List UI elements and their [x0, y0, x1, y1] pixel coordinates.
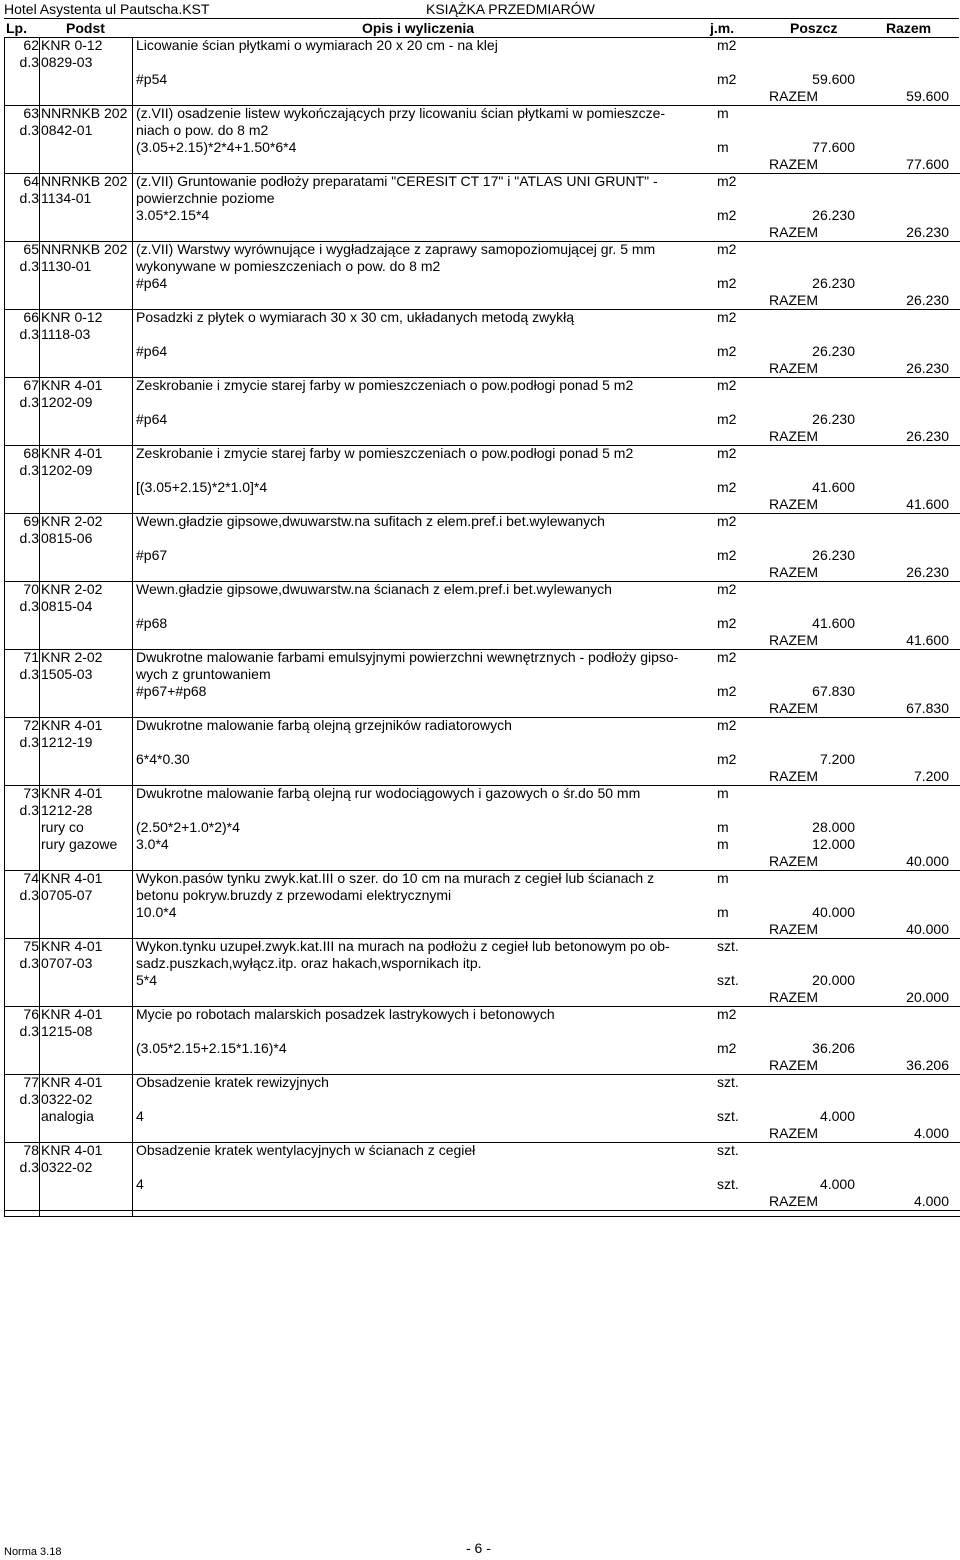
total-quantity: 4.000 [913, 1193, 949, 1209]
description-line: Mycie po robotach malarskich posadzek lastrykowych i betonowych [136, 1006, 555, 1022]
table-row [5, 37, 960, 106]
partial-quantity: 41.600 [812, 479, 855, 495]
project-title: Hotel Asystenta ul Pautscha.KST [4, 1, 210, 17]
unit: szt. [717, 1074, 739, 1090]
description-line: Wewn.gładzie gipsowe,dwuwarstw.na sufitach z elem.pref.i bet.wylewanych [136, 513, 605, 529]
calculation-unit: m2 [717, 207, 737, 223]
basis-code: KNR 4-01 [41, 377, 103, 393]
calculation-expression: 4 [136, 1176, 144, 1192]
partial-quantity: 7.200 [819, 751, 855, 767]
razem-label: RAZEM [769, 1125, 818, 1141]
unit: m2 [717, 37, 737, 53]
unit: m2 [717, 581, 737, 597]
description-line: Wykon.tynku uzupeł.zwyk.kat.III na murach na podłożu z cegieł lub betonowym po ob- [136, 938, 670, 954]
basis-code: NNRNKB 202 [41, 105, 128, 121]
calculation-expression: 6*4*0.30 [136, 751, 190, 767]
razem-label: RAZEM [769, 88, 818, 104]
unit: m [717, 105, 729, 121]
unit: m2 [717, 309, 737, 325]
basis-code: KNR 4-01 [41, 1142, 103, 1158]
table-row [5, 309, 960, 378]
partial-quantity: 26.230 [812, 207, 855, 223]
total-quantity: 7.200 [913, 768, 949, 784]
unit: m2 [717, 377, 737, 393]
item-prefix: d.3 [19, 887, 39, 903]
total-quantity: 26.230 [906, 360, 949, 376]
total-quantity: 59.600 [906, 88, 949, 104]
calculation-expression: #p64 [136, 275, 168, 291]
calculation-expression: #p64 [136, 411, 168, 427]
calculation-unit: m2 [717, 1040, 737, 1056]
total-quantity: 36.206 [906, 1057, 949, 1073]
razem-label: RAZEM [769, 156, 818, 172]
total-quantity: 41.600 [906, 496, 949, 512]
table-row [5, 1142, 960, 1211]
calculation-unit: m2 [717, 751, 737, 767]
calculation-unit: szt. [717, 1108, 739, 1124]
basis-code: 1202-09 [41, 462, 93, 478]
calculation-expression: [(3.05+2.15)*2*1.0]*4 [136, 479, 268, 495]
basis-code: NNRNKB 202 [41, 241, 128, 257]
basis-code: 0322-02 [41, 1159, 93, 1175]
total-quantity: 26.230 [906, 224, 949, 240]
unit: m [717, 785, 729, 801]
item-number: 65 [23, 241, 39, 257]
razem-label: RAZEM [769, 632, 818, 648]
basis-code: KNR 2-02 [41, 513, 103, 529]
description-line: Wewn.gładzie gipsowe,dwuwarstw.na ścianach z elem.pref.i bet.wylewanych [136, 581, 612, 597]
page-number: - 6 - [466, 1540, 491, 1556]
calculation-unit: m2 [717, 275, 737, 291]
unit: m2 [717, 717, 737, 733]
calculation-unit: m2 [717, 547, 737, 563]
item-number: 70 [23, 581, 39, 597]
calculation-unit: szt. [717, 1176, 739, 1192]
calculation-unit: m [717, 836, 729, 852]
item-prefix: d.3 [19, 598, 39, 614]
description-line: betonu pokryw.bruzdy z przewodami elektrycznymi [136, 887, 452, 903]
calculation-expression: 3.05*2.15*4 [136, 207, 210, 223]
calculation-expression: (2.50*2+1.0*2)*4 [136, 819, 240, 835]
unit: m2 [717, 445, 737, 461]
basis-code: KNR 4-01 [41, 938, 103, 954]
total-quantity: 20.000 [906, 989, 949, 1005]
unit: m2 [717, 649, 737, 665]
item-prefix: d.3 [19, 1023, 39, 1039]
calculation-unit: m2 [717, 343, 737, 359]
calculation-expression: (3.05+2.15)*2*4+1.50*6*4 [136, 139, 297, 155]
basis-code: 0707-03 [41, 955, 93, 971]
basis-code: 0322-02 [41, 1091, 93, 1107]
basis-code: KNR 2-02 [41, 581, 103, 597]
calculation-expression: #p67+#p68 [136, 683, 207, 699]
table-row [5, 785, 960, 871]
partial-quantity: 4.000 [819, 1176, 855, 1192]
razem-label: RAZEM [769, 989, 818, 1005]
partial-quantity: 26.230 [812, 275, 855, 291]
calculation-expression: 3.0*4 [136, 836, 169, 852]
table-row [5, 241, 960, 310]
table-row [5, 105, 960, 174]
total-quantity: 40.000 [906, 853, 949, 869]
calculation-unit: m2 [717, 71, 737, 87]
item-number: 69 [23, 513, 39, 529]
table-row [5, 445, 960, 514]
partial-quantity: 40.000 [812, 904, 855, 920]
item-prefix: d.3 [19, 802, 39, 818]
item-number: 72 [23, 717, 39, 733]
partial-quantity: 26.230 [812, 411, 855, 427]
calculation-unit: m2 [717, 615, 737, 631]
razem-label: RAZEM [769, 360, 818, 376]
basis-code: 1202-09 [41, 394, 93, 410]
basis-code: 1118-03 [41, 326, 91, 342]
partial-quantity: 28.000 [812, 819, 855, 835]
unit: szt. [717, 938, 739, 954]
calculation-unit: m2 [717, 479, 737, 495]
unit: m [717, 870, 729, 886]
item-prefix: d.3 [19, 955, 39, 971]
table-row [5, 717, 960, 786]
description-line: Wykon.pasów tynku zwyk.kat.III o szer. do 10 cm na murach z cegieł lub ścianach z [136, 870, 655, 886]
razem-label: RAZEM [769, 921, 818, 937]
item-prefix: d.3 [19, 326, 39, 342]
item-prefix: d.3 [19, 258, 39, 274]
basis-code: KNR 4-01 [41, 445, 103, 461]
unit: szt. [717, 1142, 739, 1158]
partial-quantity: 77.600 [812, 139, 855, 155]
total-quantity: 26.230 [906, 292, 949, 308]
basis-code: KNR 2-02 [41, 649, 103, 665]
item-number: 78 [23, 1142, 39, 1158]
calculation-expression: 5*4 [136, 972, 158, 988]
description-line: Zeskrobanie i zmycie starej farby w pomieszczeniach o pow.podłogi ponad 5 m2 [136, 445, 634, 461]
description-line: Zeskrobanie i zmycie starej farby w pomieszczeniach o pow.podłogi ponad 5 m2 [136, 377, 634, 393]
razem-label: RAZEM [769, 1193, 818, 1209]
item-number: 71 [23, 649, 39, 665]
col-razem: Razem [886, 20, 932, 36]
unit: m2 [717, 173, 737, 189]
basis-code: KNR 4-01 [41, 870, 103, 886]
basis-code: KNR 4-01 [41, 785, 103, 801]
item-prefix: d.3 [19, 394, 39, 410]
item-prefix: d.3 [19, 54, 39, 70]
razem-label: RAZEM [769, 564, 818, 580]
document-title: KSIĄŻKA PRZEDMIARÓW [426, 1, 595, 17]
col-jm: j.m. [710, 20, 735, 36]
basis-code: 0815-06 [41, 530, 93, 546]
unit: m2 [717, 513, 737, 529]
table-row [5, 870, 960, 939]
basis-code: KNR 0-12 [41, 309, 103, 325]
total-quantity: 40.000 [906, 921, 949, 937]
partial-quantity: 36.206 [812, 1040, 855, 1056]
calculation-unit: m [717, 904, 729, 920]
partial-quantity: 41.600 [812, 615, 855, 631]
item-prefix: d.3 [19, 1159, 39, 1175]
total-quantity: 26.230 [906, 564, 949, 580]
calculation-expression: 4 [136, 1108, 144, 1124]
basis-code: 1130-01 [41, 258, 92, 274]
basis-code: NNRNKB 202 [41, 173, 128, 189]
item-number: 63 [23, 105, 39, 121]
basis-code: KNR 0-12 [41, 37, 103, 53]
table-row [5, 173, 960, 242]
description-line: Licowanie ścian płytkami o wymiarach 20 x 20 cm - na klej [136, 37, 498, 53]
item-number: 66 [23, 309, 39, 325]
partial-quantity: 26.230 [812, 547, 855, 563]
razem-label: RAZEM [769, 853, 818, 869]
table-row [5, 649, 960, 718]
table-row [5, 581, 960, 650]
item-number: 68 [23, 445, 39, 461]
razem-label: RAZEM [769, 1057, 818, 1073]
basis-code: 1505-03 [41, 666, 93, 682]
item-number: 77 [23, 1074, 39, 1090]
basis-code: rury gazowe [41, 836, 118, 852]
description-line: Obsadzenie kratek wentylacyjnych w ścianach z cegieł [136, 1142, 476, 1158]
description-line: sadz.puszkach,wyłącz.itp. oraz hakach,wspornikach itp. [136, 955, 482, 971]
item-prefix: d.3 [19, 530, 39, 546]
description-line: Dwukrotne malowanie farbą olejną rur wodociągowych i gazowych o śr.do 50 mm [136, 785, 641, 801]
item-prefix: d.3 [19, 666, 39, 682]
total-quantity: 4.000 [913, 1125, 949, 1141]
table-row [5, 938, 960, 1007]
item-number: 62 [23, 37, 39, 53]
calculation-unit: m2 [717, 411, 737, 427]
razem-label: RAZEM [769, 496, 818, 512]
item-prefix: d.3 [19, 190, 39, 206]
item-prefix: d.3 [19, 122, 39, 138]
total-quantity: 67.830 [906, 700, 949, 716]
description-line: niach o pow. do 8 m2 [136, 122, 269, 138]
basis-code: analogia [41, 1108, 94, 1124]
col-opis: Opis i wyliczenia [362, 20, 475, 36]
description-line: wych z gruntowaniem [136, 666, 271, 682]
table-row [5, 1006, 960, 1075]
partial-quantity: 26.230 [812, 343, 855, 359]
calculation-unit: m2 [717, 683, 737, 699]
partial-quantity: 4.000 [819, 1108, 855, 1124]
description-line: (z.VII) osadzenie listew wykończających przy licowaniu ścian płytkami w pomieszcze- [136, 105, 666, 121]
total-quantity: 26.230 [906, 428, 949, 444]
basis-code: 1212-19 [41, 734, 93, 750]
table-row [5, 1074, 960, 1143]
basis-code: 0842-01 [41, 122, 93, 138]
basis-code: 1134-01 [41, 190, 92, 206]
item-number: 67 [23, 377, 39, 393]
description-line: Dwukrotne malowanie farbą olejną grzejników radiatorowych [136, 717, 512, 733]
description-line: Posadzki z płytek o wymiarach 30 x 30 cm, układanych metodą zwykłą [136, 309, 575, 325]
razem-label: RAZEM [769, 224, 818, 240]
przedmiar-table [4, 37, 960, 1217]
col-lp: Lp. [6, 20, 27, 36]
basis-code: 0829-03 [41, 54, 93, 70]
col-poszcz: Poszcz [790, 20, 838, 36]
basis-code: 0815-04 [41, 598, 93, 614]
unit: m2 [717, 241, 737, 257]
table-row [5, 513, 960, 582]
description-line: (z.VII) Gruntowanie podłoży preparatami "CERESIT CT 17" i "ATLAS UNI GRUNT" - [136, 173, 658, 189]
basis-code: KNR 4-01 [41, 717, 103, 733]
item-prefix: d.3 [19, 734, 39, 750]
description-line: (z.VII) Warstwy wyrównujące i wygładzające z zaprawy samopoziomującej gr. 5 mm [136, 241, 656, 257]
item-prefix: d.3 [19, 1091, 39, 1107]
description-line: Obsadzenie kratek rewizyjnych [136, 1074, 329, 1090]
razem-label: RAZEM [769, 768, 818, 784]
partial-quantity: 59.600 [812, 71, 855, 87]
description-line: wykonywane w pomieszczeniach o pow. do 8 m2 [136, 258, 441, 274]
calculation-expression: #p64 [136, 343, 168, 359]
calculation-unit: szt. [717, 972, 739, 988]
item-prefix: d.3 [19, 462, 39, 478]
partial-quantity: 67.830 [812, 683, 855, 699]
partial-quantity: 12.000 [812, 836, 855, 852]
basis-code: 0705-07 [41, 887, 93, 903]
document-header [0, 0, 960, 18]
column-header-row [4, 18, 959, 38]
item-number: 74 [23, 870, 39, 886]
razem-label: RAZEM [769, 700, 818, 716]
razem-label: RAZEM [769, 292, 818, 308]
basis-code: rury co [41, 819, 84, 835]
total-quantity: 41.600 [906, 632, 949, 648]
item-number: 64 [23, 173, 39, 189]
partial-quantity: 20.000 [812, 972, 855, 988]
razem-label: RAZEM [769, 428, 818, 444]
calculation-expression: #p68 [136, 615, 168, 631]
description-line: powierzchnie poziome [136, 190, 275, 206]
basis-code: 1215-08 [41, 1023, 93, 1039]
item-number: 76 [23, 1006, 39, 1022]
calculation-unit: m [717, 819, 729, 835]
calculation-expression: 10.0*4 [136, 904, 177, 920]
item-number: 73 [23, 785, 39, 801]
basis-code: KNR 4-01 [41, 1074, 103, 1090]
col-podst: Podst [66, 20, 105, 36]
unit: m2 [717, 1006, 737, 1022]
calculation-unit: m [717, 139, 729, 155]
norma-version: Norma 3.18 [4, 1546, 62, 1558]
item-number: 75 [23, 938, 39, 954]
total-quantity: 77.600 [906, 156, 949, 172]
calculation-expression: (3.05*2.15+2.15*1.16)*4 [136, 1040, 287, 1056]
table-row [5, 377, 960, 446]
basis-code: KNR 4-01 [41, 1006, 103, 1022]
calculation-expression: #p54 [136, 71, 168, 87]
description-line: Dwukrotne malowanie farbami emulsyjnymi powierzchni wewnętrznych - podłoży gipso- [136, 649, 679, 665]
calculation-expression: #p67 [136, 547, 168, 563]
basis-code: 1212-28 [41, 802, 93, 818]
